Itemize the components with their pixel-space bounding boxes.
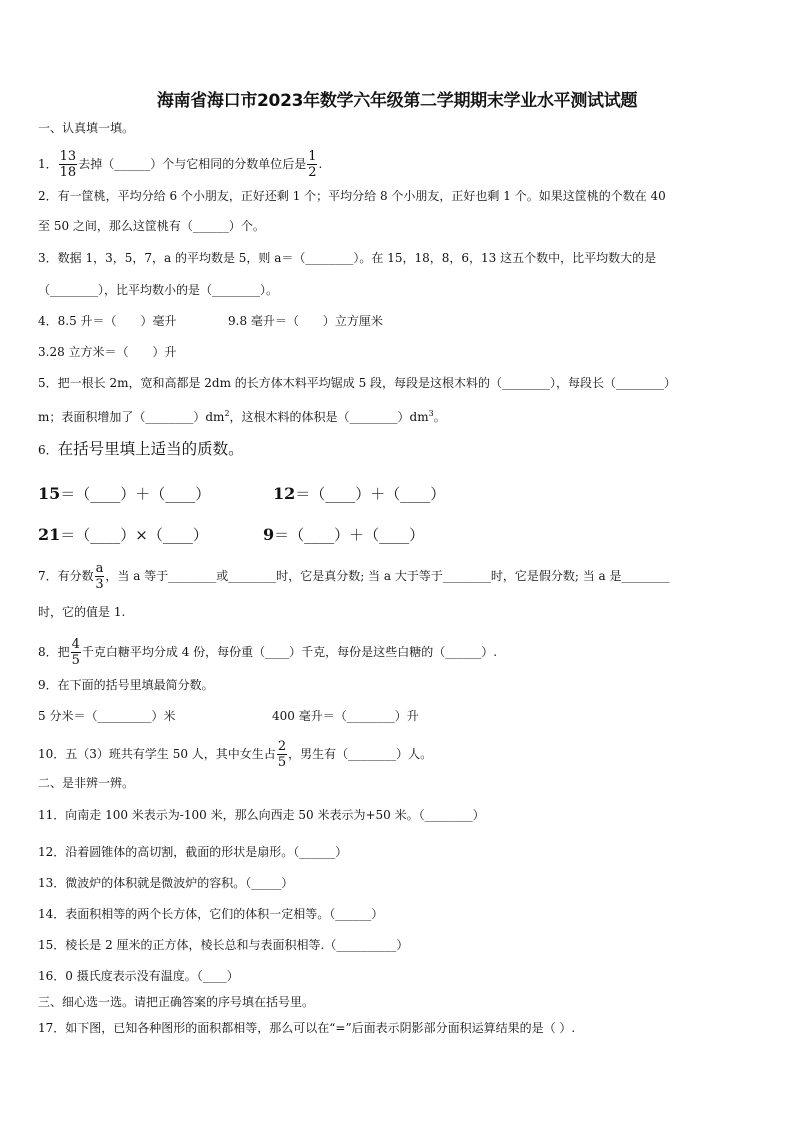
section-3-heading: 三、细心选一选。请把正确答案的序号填在括号里。 [38, 995, 315, 1009]
question-15: 15．棱长是 2 厘米的正方体，棱长总和与表面积相等.（__________） [38, 938, 409, 952]
question-3-line-1: 3．数据 1，3，5，7，a 的平均数是 5，则 a＝（________）。在 15，18，8，6，13 这五个数中，比平均数大的是 [38, 251, 657, 265]
question-9-part-a: 5 分米＝（_________）米 [38, 709, 176, 723]
question-7-line-1: 7．有分数 $\frac{a}{3}$ ，当 a 等于________或________时，它是真分数; 当 a 大于等于________时，它是假分数; 当 a 是________ [38, 561, 670, 592]
q1-fraction: $\frac{13}{18}$ [59, 149, 77, 180]
q6-text: 在括号里填上适当的质数。 [57, 440, 244, 458]
q6-number: 6． [38, 443, 58, 457]
section-1-heading: 一、认真填一填。 [38, 121, 135, 135]
question-13: 13．微波炉的体积就是微波炉的容积。（_____） [38, 876, 294, 890]
question-9-part-b: 400 毫升＝（________）升 [272, 709, 419, 723]
question-4-part-b: 9.8 毫升＝（ ）立方厘米 [228, 314, 383, 328]
q1-number: 1． [38, 157, 58, 171]
question-12: 12．沿着圆锥体的高切割，截面的形状是扇形。（______） [38, 845, 348, 859]
q6-equation-4: 9＝（____）＋（____） [263, 525, 425, 544]
page-title: 海南省海口市2023年数学六年级第二学期期末学业水平测试试题 [156, 91, 638, 111]
q8-fraction: $\frac{4}{5}$ [71, 637, 80, 668]
question-16: 16．0 摄氏度表示没有温度。（____） [38, 969, 239, 983]
question-5-line-1: 5．把一根长 2m，宽和高都是 2dm 的长方体木料平均锯成 5 段，每段是这根木料的（________），每段长（________） [38, 376, 677, 390]
question-2-line-1: 2．有一筐桃，平均分给 6 个小朋友，正好还剩 1 个；平均分给 8 个小朋友，正好也剩 1 个。如果这筐桃的个数在 40 [38, 189, 666, 203]
q1-fraction-2: $\frac{1}{2}$ [308, 149, 317, 180]
question-9: 9．在下面的括号里填最简分数。 [38, 678, 214, 692]
question-1: 1． $\frac{13}{18}$ 去掉（______）个与它相同的分数单位后是 $\frac{1}{2}$ . [38, 149, 323, 180]
q6-equation-1: 15＝（____）＋（____） [38, 484, 211, 503]
q6-equation-2: 12＝（____）＋（____） [273, 484, 446, 503]
question-17: 17．如下图，已知各种图形的面积都相等，那么可以在“=”后面表示阴影部分面积运算结果的是（ ）. [38, 1021, 576, 1035]
q10-fraction: $\frac{2}{5}$ [277, 739, 287, 770]
question-4-part-c: 3.28 立方米＝（ ）升 [38, 345, 177, 359]
question-2-line-2: 至 50 之间，那么这筐桃有（______）个。 [38, 219, 265, 233]
q6-equation-3: 21＝（____）×（____） [38, 525, 208, 544]
question-14: 14．表面积相等的两个长方体，它们的体积一定相等。（______） [38, 907, 384, 921]
question-6 [38, 441, 244, 458]
question-4-part-a: 4．8.5 升＝（ ）毫升 [38, 314, 177, 328]
q1-text: 去掉（______）个与它相同的分数单位后是 [78, 157, 307, 171]
question-3-line-2: （________），比平均数小的是（________）。 [38, 283, 279, 297]
section-2-heading: 二、是非辨一辨。 [38, 776, 135, 790]
question-5-line-2: m；表面积增加了$(\_\_\_\_\_\_\_\_)dm^2$，这根木料的体积是$(\_\_\_\_\_\_\_\_)dm^3$。 [38, 409, 446, 424]
question-7-line-2: 时，它的值是 1. [38, 605, 126, 619]
question-8: 8．把 $\frac{4}{5}$ 千克白糖平均分成 4 份，每份重（____）千克，每份是这些白糖的（______）. [38, 637, 498, 668]
question-11: 11．向南走 100 米表示为-100 米，那么向西走 50 米表示为+50 米。（________） [38, 808, 485, 822]
q7-fraction: $\frac{a}{3}$ [95, 561, 104, 592]
question-10: 10．五（3）班共有学生 50 人，其中女生占 $\frac{2}{5}$ ，男生有（________）人。 [38, 739, 433, 770]
